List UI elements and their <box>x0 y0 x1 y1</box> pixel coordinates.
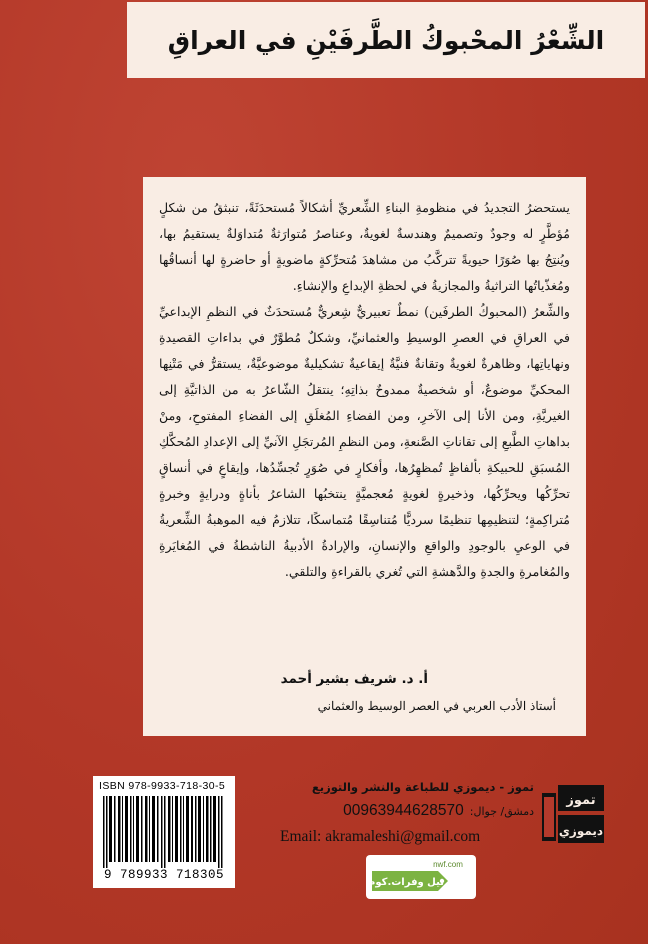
isbn-barcode <box>93 776 235 888</box>
publisher-email: Email: akramaleshi@gmail.com <box>280 828 481 845</box>
blurb-paragraph-1: يستحضرُ التجديدُ في منظومةِ البناءِ الشِّعريِّ أشكالاً مُستحدَثَةً، تنبثقُ من شكلٍ مُؤطَّرٍ له وجودٌ وتصميمٌ وهندسةٌ لغويةٌ، وعناصرُ مُتوارَثةٌ مُتداوَلةٌ يستقيمُ بها، ويُنتِجُ بها صُوَرًا حيويةً تتركَّبُ من مشاهدَ مُتحرِّكةٍ ماضويةٍ أو حاضرةٍ لها أنساقُها ومُغذّياتُها التراثيةُ والمجازيةُ في لحظةِ الإبداعِ والإنشاءِ. <box>159 200 570 293</box>
publisher-phone-row <box>282 802 534 820</box>
blurb-paragraph-2: والشِّعرُ (المحبوكُ الطرفَين) نمطٌ تعبيريٌّ شِعريٌّ مُستحدَثٌ في النظمِ الإبداعيِّ في العراقِ في العصرِ الوسيطِ والعثمانيِّ، وشكلٌ مُطوَّرٌ في بداءاتِ القصيدةِ ونهاياتِها، وظاهرةٌ لغويةٌ وتقانةٌ فنيَّةٌ إيقاعيةٌ تشكيليةٌ موضوعيَّةٌ، يستقرُّ في مَتْنِها المحكيِّ موضوعٌ، أو شخصيةٌ ممدوحٌ بذاتِهِ؛ ينتقلُ الشّاعرُ به من الذاتيَّةِ إلى الغيريَّةِ، ومن الأنا إلى الآخرِ، ومن الفضاءِ المُغلَقِ إلى الفضاءِ المفتوحِ، ومنْ بداهاتِ الطَّبعِ إلى تقاناتِ الصَّنعةِ، ومن النظمِ المُرتجَلِ الآنيِّ إلى الإعدادِ المُحكَّكِ المُسبَقِ للحبيكةِ بألفاظٍ تُمظهِرُها، وأفكارٍ في صُوَرٍ تُجسِّدُها، وإيقاعٍ في أنساقٍ تحرِّكُها ويحرِّكُها، وذخيرةٍ لغويةٍ مُعجميَّةٍ ينتخبُها الشاعرُ بأناةٍ ودرايةٍ وخبرةٍ مُتراكِمةٍ؛ لتنظيمِها تنظيمًا سرديًّا مُتناسِقًا مُتماسكًا، تتلازمُ فيه الموهبةُ الشِّعريةُ في الوعيِ بالوجودِ والواقعِ والإنسانِ، والإرادةُ الأدبيةُ الناشطةُ في المُغايَرةِ والمُغامرةِ والجدةِ والدَّهشةِ التي تُغري بالقراءةِ والتلقي. <box>159 304 570 579</box>
publisher-phone-label: دمشق/ جوال: <box>469 805 534 818</box>
author-name: أ. د. شريف بشير أحمد <box>280 671 428 687</box>
book-title: الشِّعْرُ المحْبوكُ الطَّرفَيْنِ في العراقِ <box>167 25 605 55</box>
publisher-logo-bottom: ديموزي <box>558 824 604 838</box>
title-panel <box>127 2 645 78</box>
nwf-label: نيل وفرات.كوم <box>368 877 444 888</box>
publisher-logo-top: تموز <box>566 793 596 808</box>
barcode-icon <box>99 796 229 868</box>
blurb-panel <box>143 177 586 736</box>
publisher-info <box>282 780 534 846</box>
isbn-label: ISBN 978-9933-718-30-5 <box>99 780 226 792</box>
nwf-logo-icon <box>366 855 476 899</box>
barcode-number: 9 789933 718305 <box>103 868 225 882</box>
publisher-name: تموز - ديموزي للطباعة والنشر والتوزيع <box>311 780 534 794</box>
publisher-logo-icon <box>540 783 606 845</box>
nwf-domain: nwf.com <box>433 860 463 869</box>
author-title: أستاذ الأدب العربي في العصر الوسيط والعثماني <box>317 699 556 713</box>
publisher-phone: 00963944628570 <box>343 802 464 819</box>
